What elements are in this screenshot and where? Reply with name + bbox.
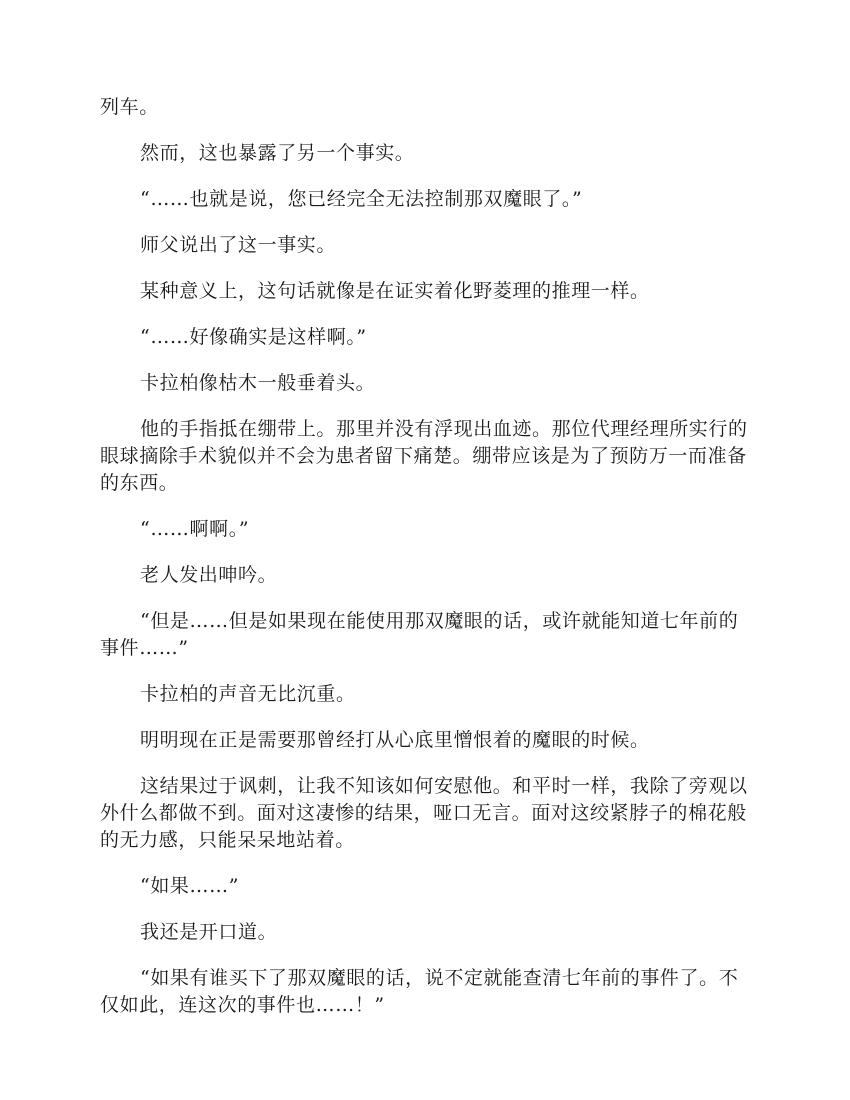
paragraph-16: 我还是开口道。 — [140, 921, 278, 943]
paragraph-15: “如果……” — [140, 875, 240, 897]
paragraph-2: 然而，这也暴露了另一个事实。 — [140, 142, 415, 164]
paragraph-7: 卡拉柏像枯木一般垂着头。 — [140, 372, 376, 394]
paragraph-11: “但是……但是如果现在能使用那双魔眼的话，或许就能知道七年前的事件……” — [100, 610, 739, 659]
paragraph-5: 某种意义上，这句话就像是在证实着化野菱理的推理一样。 — [140, 280, 650, 302]
paragraph-4: 师父说出了这一事实。 — [140, 234, 337, 256]
paragraph-6: “……好像确实是这样啊。” — [140, 326, 367, 348]
paragraph-3: “……也就是说，您已经完全无法控制那双魔眼了。” — [140, 188, 583, 210]
paragraph-12: 卡拉柏的声音无比沉重。 — [140, 683, 356, 705]
paragraph-13: 明明现在正是需要那曾经打从心底里憎恨着的魔眼的时候。 — [140, 729, 650, 751]
paragraph-14: 这结果过于讽刺，让我不知该如何安慰他。和平时一样，我除了旁观以外什么都做不到。面对这凄惨的结果，哑口无言。面对这绞紧脖子的棉花般的无力感，只能呆呆地站着。 — [100, 775, 748, 851]
paragraph-17: “如果有谁买下了那双魔眼的话，说不定就能查清七年前的事件了。不仅如此，连这次的事件也……！” — [100, 967, 739, 1016]
paragraph-10: 老人发出呻吟。 — [140, 564, 278, 586]
paragraph-1: 列车。 — [100, 96, 159, 118]
paragraph-8: 他的手指抵在绷带上。那里并没有浮现出血迹。那位代理经理所实行的眼球摘除手术貌似并不会为患者留下痛楚。绷带应该是为了预防万一而准备的东西。 — [100, 418, 748, 494]
paragraph-9: “……啊啊。” — [140, 518, 250, 540]
text-body — [100, 94, 752, 1038]
